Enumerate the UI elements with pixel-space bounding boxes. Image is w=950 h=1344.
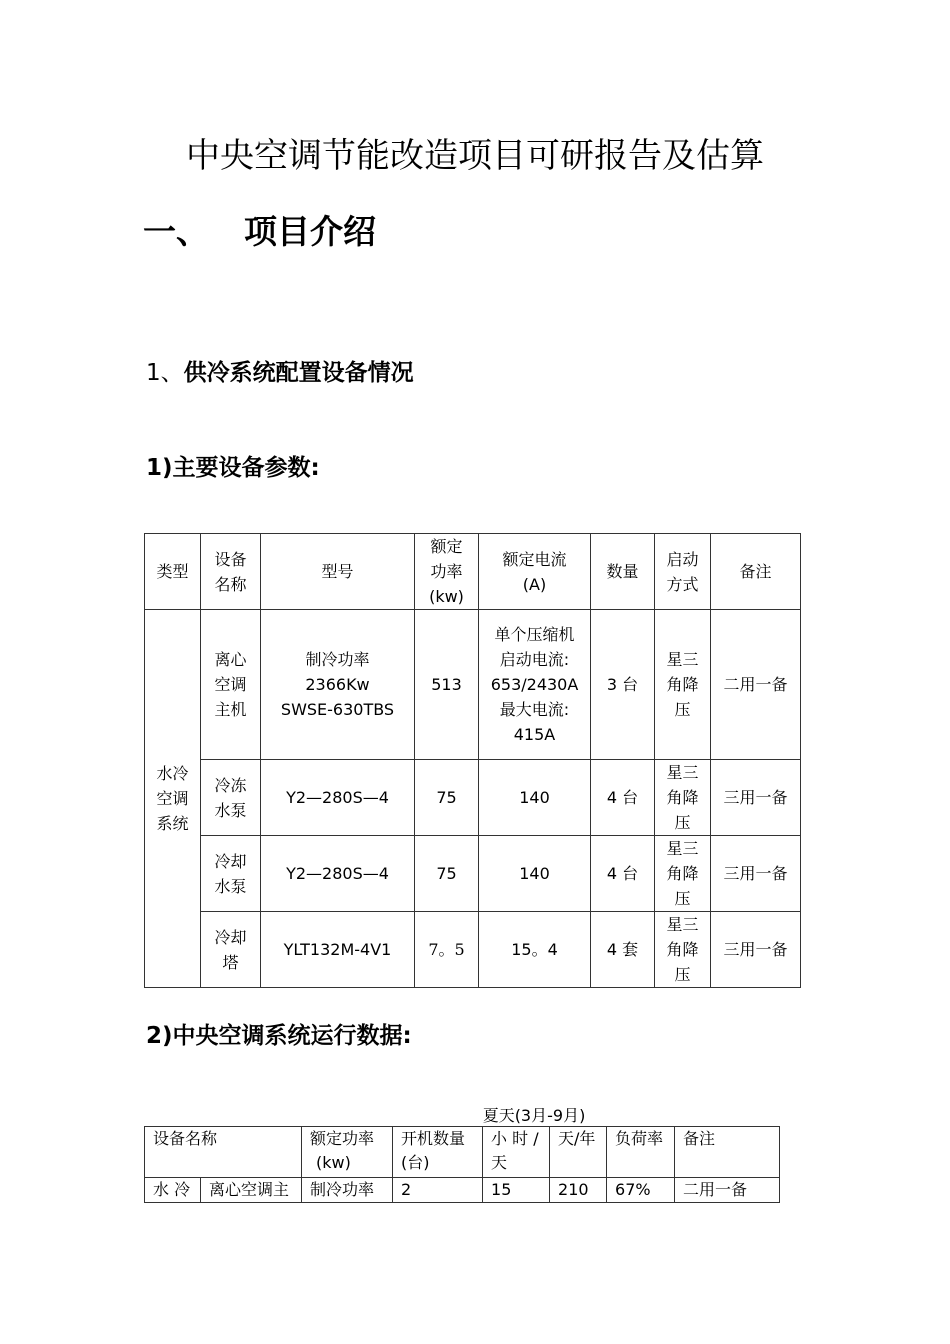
equipment-qty: 4 台 xyxy=(591,836,655,912)
equipment-model: 制冷功率 2366Kw SWSE-630TBS xyxy=(261,610,415,760)
runtime-data-heading: 2)中央空调系统运行数据: xyxy=(146,1023,412,1049)
equipment-remark: 二用一备 xyxy=(675,1178,780,1203)
header-count: 开机数量 (台) xyxy=(393,1127,483,1178)
equipment-load: 67% xyxy=(607,1178,675,1203)
equipment-name: 冷冻 水泵 xyxy=(201,760,261,836)
header-remark: 备注 xyxy=(675,1127,780,1178)
header-power: 额定功率 (kw) xyxy=(302,1127,393,1178)
header-power: 额定 功率 (kw) xyxy=(415,534,479,610)
equipment-qty: 3 台 xyxy=(591,610,655,760)
subsection-title: 供冷系统配置设备情况 xyxy=(183,360,414,386)
header-type: 类型 xyxy=(145,534,201,610)
header-load: 负荷率 xyxy=(607,1127,675,1178)
table-header-row xyxy=(145,534,801,610)
equipment-power: 75 xyxy=(415,760,479,836)
header-current: 额定电流 (A) xyxy=(479,534,591,610)
header-days: 天/年 xyxy=(550,1127,607,1178)
equipment-power: 513 xyxy=(415,610,479,760)
equipment-qty: 4 台 xyxy=(591,760,655,836)
equipment-power: 制冷功率 xyxy=(302,1178,393,1203)
equipment-power: 7。5 xyxy=(415,912,479,988)
equipment-remark: 三用一备 xyxy=(711,760,801,836)
equipment-qty: 4 套 xyxy=(591,912,655,988)
table-row xyxy=(145,836,801,912)
subsection-heading xyxy=(146,354,414,387)
equipment-name: 冷却 塔 xyxy=(201,912,261,988)
equipment-name: 离心 空调 主机 xyxy=(201,610,261,760)
subsection-number: 1、 xyxy=(146,360,184,386)
equipment-hours: 15 xyxy=(483,1178,550,1203)
equipment-days: 210 xyxy=(550,1178,607,1203)
section-number: 一、 xyxy=(143,212,209,251)
equipment-start: 星三 角降 压 xyxy=(655,912,711,988)
equipment-start: 星三 角降 压 xyxy=(655,610,711,760)
group-cell: 水 冷 xyxy=(145,1178,201,1203)
equipment-remark: 三用一备 xyxy=(711,836,801,912)
equipment-params-table xyxy=(144,533,801,988)
equipment-remark: 二用一备 xyxy=(711,610,801,760)
equipment-current: 140 xyxy=(479,836,591,912)
table-header-row xyxy=(145,1127,780,1178)
header-start: 启动 方式 xyxy=(655,534,711,610)
table-row xyxy=(145,912,801,988)
equipment-model: Y2—280S—4 xyxy=(261,760,415,836)
equipment-remark: 三用一备 xyxy=(711,912,801,988)
header-model: 型号 xyxy=(261,534,415,610)
equipment-start: 星三 角降 压 xyxy=(655,836,711,912)
runtime-data-table xyxy=(144,1126,780,1203)
equipment-current: 单个压缩机 启动电流: 653/2430A 最大电流: 415A xyxy=(479,610,591,760)
equipment-current: 15。4 xyxy=(479,912,591,988)
table-row xyxy=(145,760,801,836)
document-title: 中央空调节能改造项目可研报告及估算 xyxy=(186,136,764,176)
equipment-count: 2 xyxy=(393,1178,483,1203)
section-title: 项目介绍 xyxy=(244,212,376,251)
equipment-start: 星三 角降 压 xyxy=(655,760,711,836)
equipment-current: 140 xyxy=(479,760,591,836)
header-name: 设备 名称 xyxy=(201,534,261,610)
table-row xyxy=(145,1178,780,1203)
group-type-cell: 水冷 空调 系统 xyxy=(145,610,201,988)
equipment-power: 75 xyxy=(415,836,479,912)
table-row xyxy=(145,610,801,760)
header-hours: 小 时 / 天 xyxy=(483,1127,550,1178)
header-remark: 备注 xyxy=(711,534,801,610)
equipment-model: Y2—280S—4 xyxy=(261,836,415,912)
table-caption: 夏天(3月-9月) xyxy=(482,1106,586,1125)
equipment-name: 冷却 水泵 xyxy=(201,836,261,912)
equipment-name: 离心空调主 xyxy=(201,1178,302,1203)
equipment-params-heading: 1)主要设备参数: xyxy=(146,455,320,481)
header-name: 设备名称 xyxy=(145,1127,302,1178)
header-qty: 数量 xyxy=(591,534,655,610)
equipment-model: YLT132M-4V1 xyxy=(261,912,415,988)
